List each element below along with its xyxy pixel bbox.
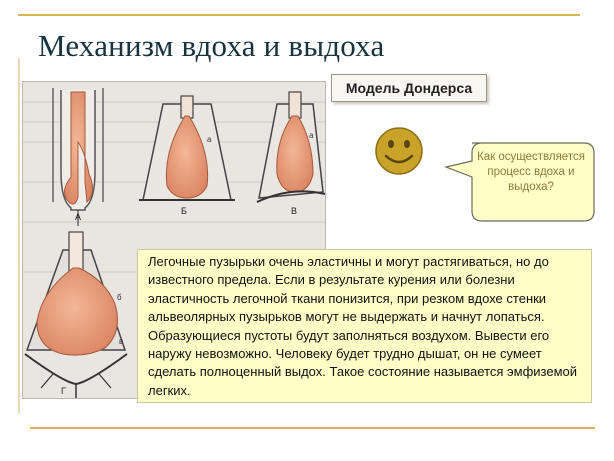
letter-g-b: б [117, 293, 122, 302]
explanation-text: Легочные пузырьки очень эластичны и могут растягиваться, но до известного предела. Если в результате курения или болезни эластичность легочной ткани понизится, при резком вдохе стенки альвеолярных пузырьков могут не выдержать и начнут лопаться. Образующиеся пустоты будут заполняться воздухом. Вывести его наружу невозможно. Человеку будет трудно дышат, он не сумеет сделать полноценный выдох. Такое состояние называется эмфиземой легких. [148, 254, 578, 398]
model-g [25, 232, 127, 398]
label-b: Б [181, 206, 187, 216]
letter-b-a: а [207, 135, 212, 144]
bottom-rule [30, 427, 595, 429]
model-v [257, 92, 325, 216]
smiley-face-icon [374, 126, 424, 176]
model-label: Модель Дондерса [331, 74, 487, 102]
question-text: Как осуществляется процесс вдоха и выдоха? [477, 151, 585, 193]
letter-v-a: а [309, 131, 314, 140]
label-g: Г [61, 386, 66, 396]
model-a [53, 88, 103, 226]
model-b [139, 96, 235, 216]
slide-title: Механизм вдоха и выдоха [38, 28, 385, 63]
left-rule [18, 58, 20, 413]
label-v: В [291, 206, 298, 216]
letter-g-v: в [119, 337, 124, 346]
label-a: А [75, 212, 82, 222]
top-rule [18, 14, 580, 16]
